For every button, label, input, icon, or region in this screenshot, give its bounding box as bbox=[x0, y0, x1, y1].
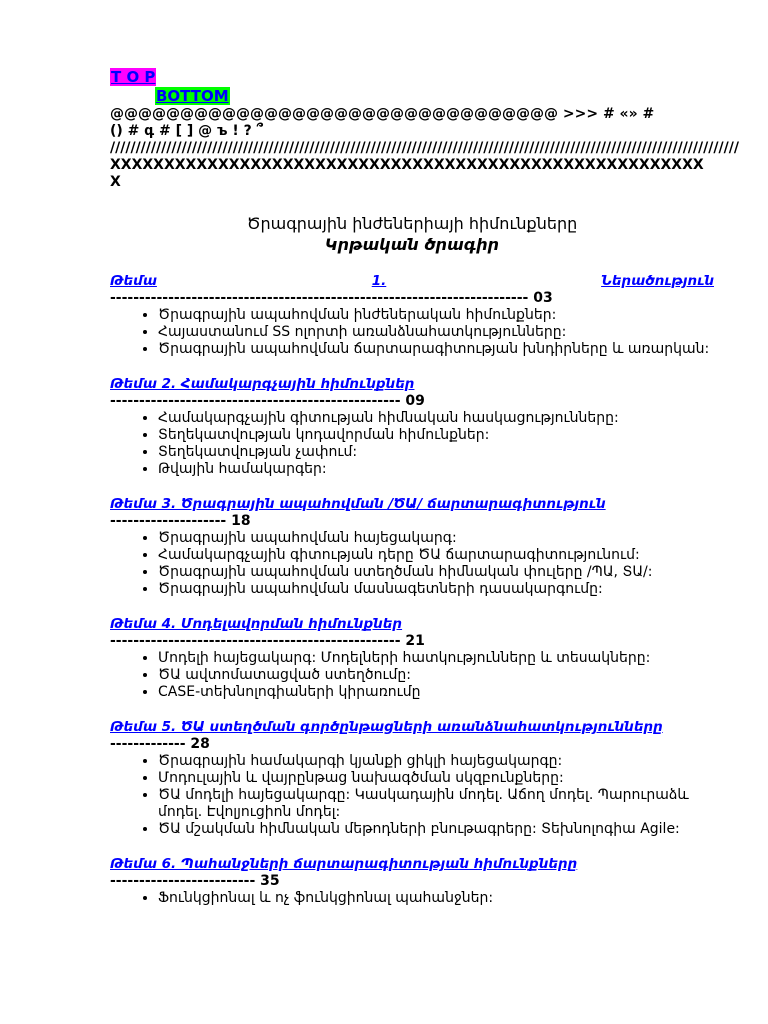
topic-items bbox=[110, 753, 714, 838]
topic-section bbox=[110, 616, 714, 701]
symbol-line-1: @@@@@@@@@@@@@@@@@@@@@@@@@@@@@@@@ >>> # «» # bbox=[110, 106, 655, 122]
topic-section bbox=[110, 856, 714, 907]
topic-section bbox=[110, 376, 714, 478]
list-item: • ԾԱ ավտոմատացված ստեղծումը: bbox=[158, 667, 714, 684]
list-item: • Համակարգչային գիտության հիմնական հասկացությունները: bbox=[158, 410, 714, 427]
slash-line: /////////////////////////////////////////////////////////////////////////////////////////////////////////////////////////// bbox=[110, 140, 739, 156]
list-item: • Թվային համակարգեր: bbox=[158, 461, 714, 478]
list-item: • Ֆունկցիոնալ և ոչ ֆունկցիոնալ պահանջներ: bbox=[158, 890, 714, 907]
list-item: • Ծրագրային ապահովման ինժեներական հիմունքներ: bbox=[158, 307, 714, 324]
page-number: 03 bbox=[533, 290, 553, 306]
list-item: • ԾԱ մշակման հիմնական մեթոդների բնութագրերը: Տեխնոլոգիա Agile: bbox=[158, 821, 714, 838]
list-item: • Հայաստանում SS ոլորտի առանձնահատկությունները: bbox=[158, 324, 714, 341]
topic-section bbox=[110, 719, 714, 838]
page-ref bbox=[110, 736, 714, 753]
list-item: • Տեղեկատվության չափում: bbox=[158, 444, 714, 461]
leader-dashes: -------------------- bbox=[110, 513, 227, 529]
topic-items bbox=[110, 650, 714, 701]
list-item: • Ծրագրային ապահովման ճարտարագիտության խնդիրները և առարկան: bbox=[158, 341, 714, 358]
list-item: • Ծրագրային ապահովման հայեցակարգ: bbox=[158, 530, 714, 547]
page-number: 18 bbox=[231, 513, 251, 529]
topic-items bbox=[110, 890, 714, 907]
topic-label-mid: 1. bbox=[371, 273, 387, 289]
page-number: 28 bbox=[190, 736, 210, 752]
leader-dashes: -------------------------------------------------- bbox=[110, 633, 401, 649]
document-page bbox=[110, 68, 739, 907]
x-line: XXXXXXXXXXXXXXXXXXXXXXXXXXXXXXXXXXXXXXXXXXXXXXXXXXXXXXXX bbox=[110, 157, 704, 190]
list-item: • Ծրագրային ապահովման ստեղծման հիմնական փուլերը /ՊԱ, ՏԱ/: bbox=[158, 564, 714, 581]
title-block bbox=[110, 213, 714, 255]
topic-link[interactable]: Թեմա 4. Մոդելավորման հիմունքներ bbox=[110, 616, 403, 632]
list-item: • Մոդելի հայեցակարգ: Մոդելների հատկությունները և տեսակները: bbox=[158, 650, 714, 667]
page-ref bbox=[110, 633, 714, 650]
list-item: • Մոդուլային և վայրընթաց նախագծման սկզբունքները: bbox=[158, 770, 714, 787]
top-link[interactable]: T O P bbox=[111, 68, 156, 86]
page-ref bbox=[110, 513, 714, 530]
list-item: • CASE-տեխնոլոգիաների կիրառումը bbox=[158, 684, 714, 701]
page-number: 35 bbox=[260, 873, 280, 889]
doc-title: Ծրագրային ինժեներիայի հիմունքները bbox=[246, 214, 578, 233]
leader-dashes: -------------------------------------------------- bbox=[110, 393, 401, 409]
topic-link[interactable]: Թեմա 6. Պահանջների ճարտարագիտության հիմունքները bbox=[110, 856, 578, 872]
leader-dashes: ------------------------------------------------------------------------ bbox=[110, 290, 529, 306]
topic-link[interactable]: Թեմա 2. Համակարգչային հիմունքներ bbox=[110, 376, 415, 392]
page-number: 21 bbox=[405, 633, 425, 649]
topic-label-left: Թեմա bbox=[110, 273, 157, 289]
page-number: 09 bbox=[405, 393, 425, 409]
leader-dashes: ------------- bbox=[110, 736, 186, 752]
list-item: • Համակարգչային գիտության դերը ԾԱ ճարտարագիտությունում: bbox=[158, 547, 714, 564]
page-ref bbox=[110, 290, 714, 307]
topic-label-right: Ներածություն bbox=[601, 273, 714, 289]
list-item: • Ծրագրային ապահովման մասնագետների դասակարգումը: bbox=[158, 581, 714, 598]
symbol-line-2: () # գ # [ ] @ ъ ! ? ՞ bbox=[110, 123, 264, 139]
page-ref bbox=[110, 393, 714, 410]
doc-subtitle: Կրթական ծրագիր bbox=[324, 235, 500, 254]
topic-items bbox=[110, 530, 714, 598]
topic-items bbox=[110, 410, 714, 478]
list-item: • Տեղեկատվության կոդավորման հիմունքներ: bbox=[158, 427, 714, 444]
list-item: • Ծրագրային համակարգի կյանքի ցիկլի հայեցակարգը: bbox=[158, 753, 714, 770]
leader-dashes: ------------------------- bbox=[110, 873, 256, 889]
list-item: • ԾԱ մոդելի հայեցակարգը: Կասկադային մոդել. Աճող մոդել. Պարուրաձև մոդել. Էվոլյուցիոն մոդել: bbox=[158, 787, 714, 821]
nav-links bbox=[110, 68, 714, 106]
topic-section bbox=[110, 273, 714, 358]
topic-link[interactable]: Թեմա 3. Ծրագրային ապահովման /ԾԱ/ ճարտարագիտություն bbox=[110, 496, 606, 512]
bottom-link[interactable]: BOTTOM bbox=[156, 87, 229, 105]
topic-link[interactable] bbox=[110, 273, 714, 290]
topic-section bbox=[110, 496, 714, 598]
page-ref bbox=[110, 873, 714, 890]
topic-link[interactable]: Թեմա 5. ԾԱ ստեղծման գործընթացների առանձնահատկությունները bbox=[110, 719, 663, 735]
topic-items bbox=[110, 307, 714, 358]
